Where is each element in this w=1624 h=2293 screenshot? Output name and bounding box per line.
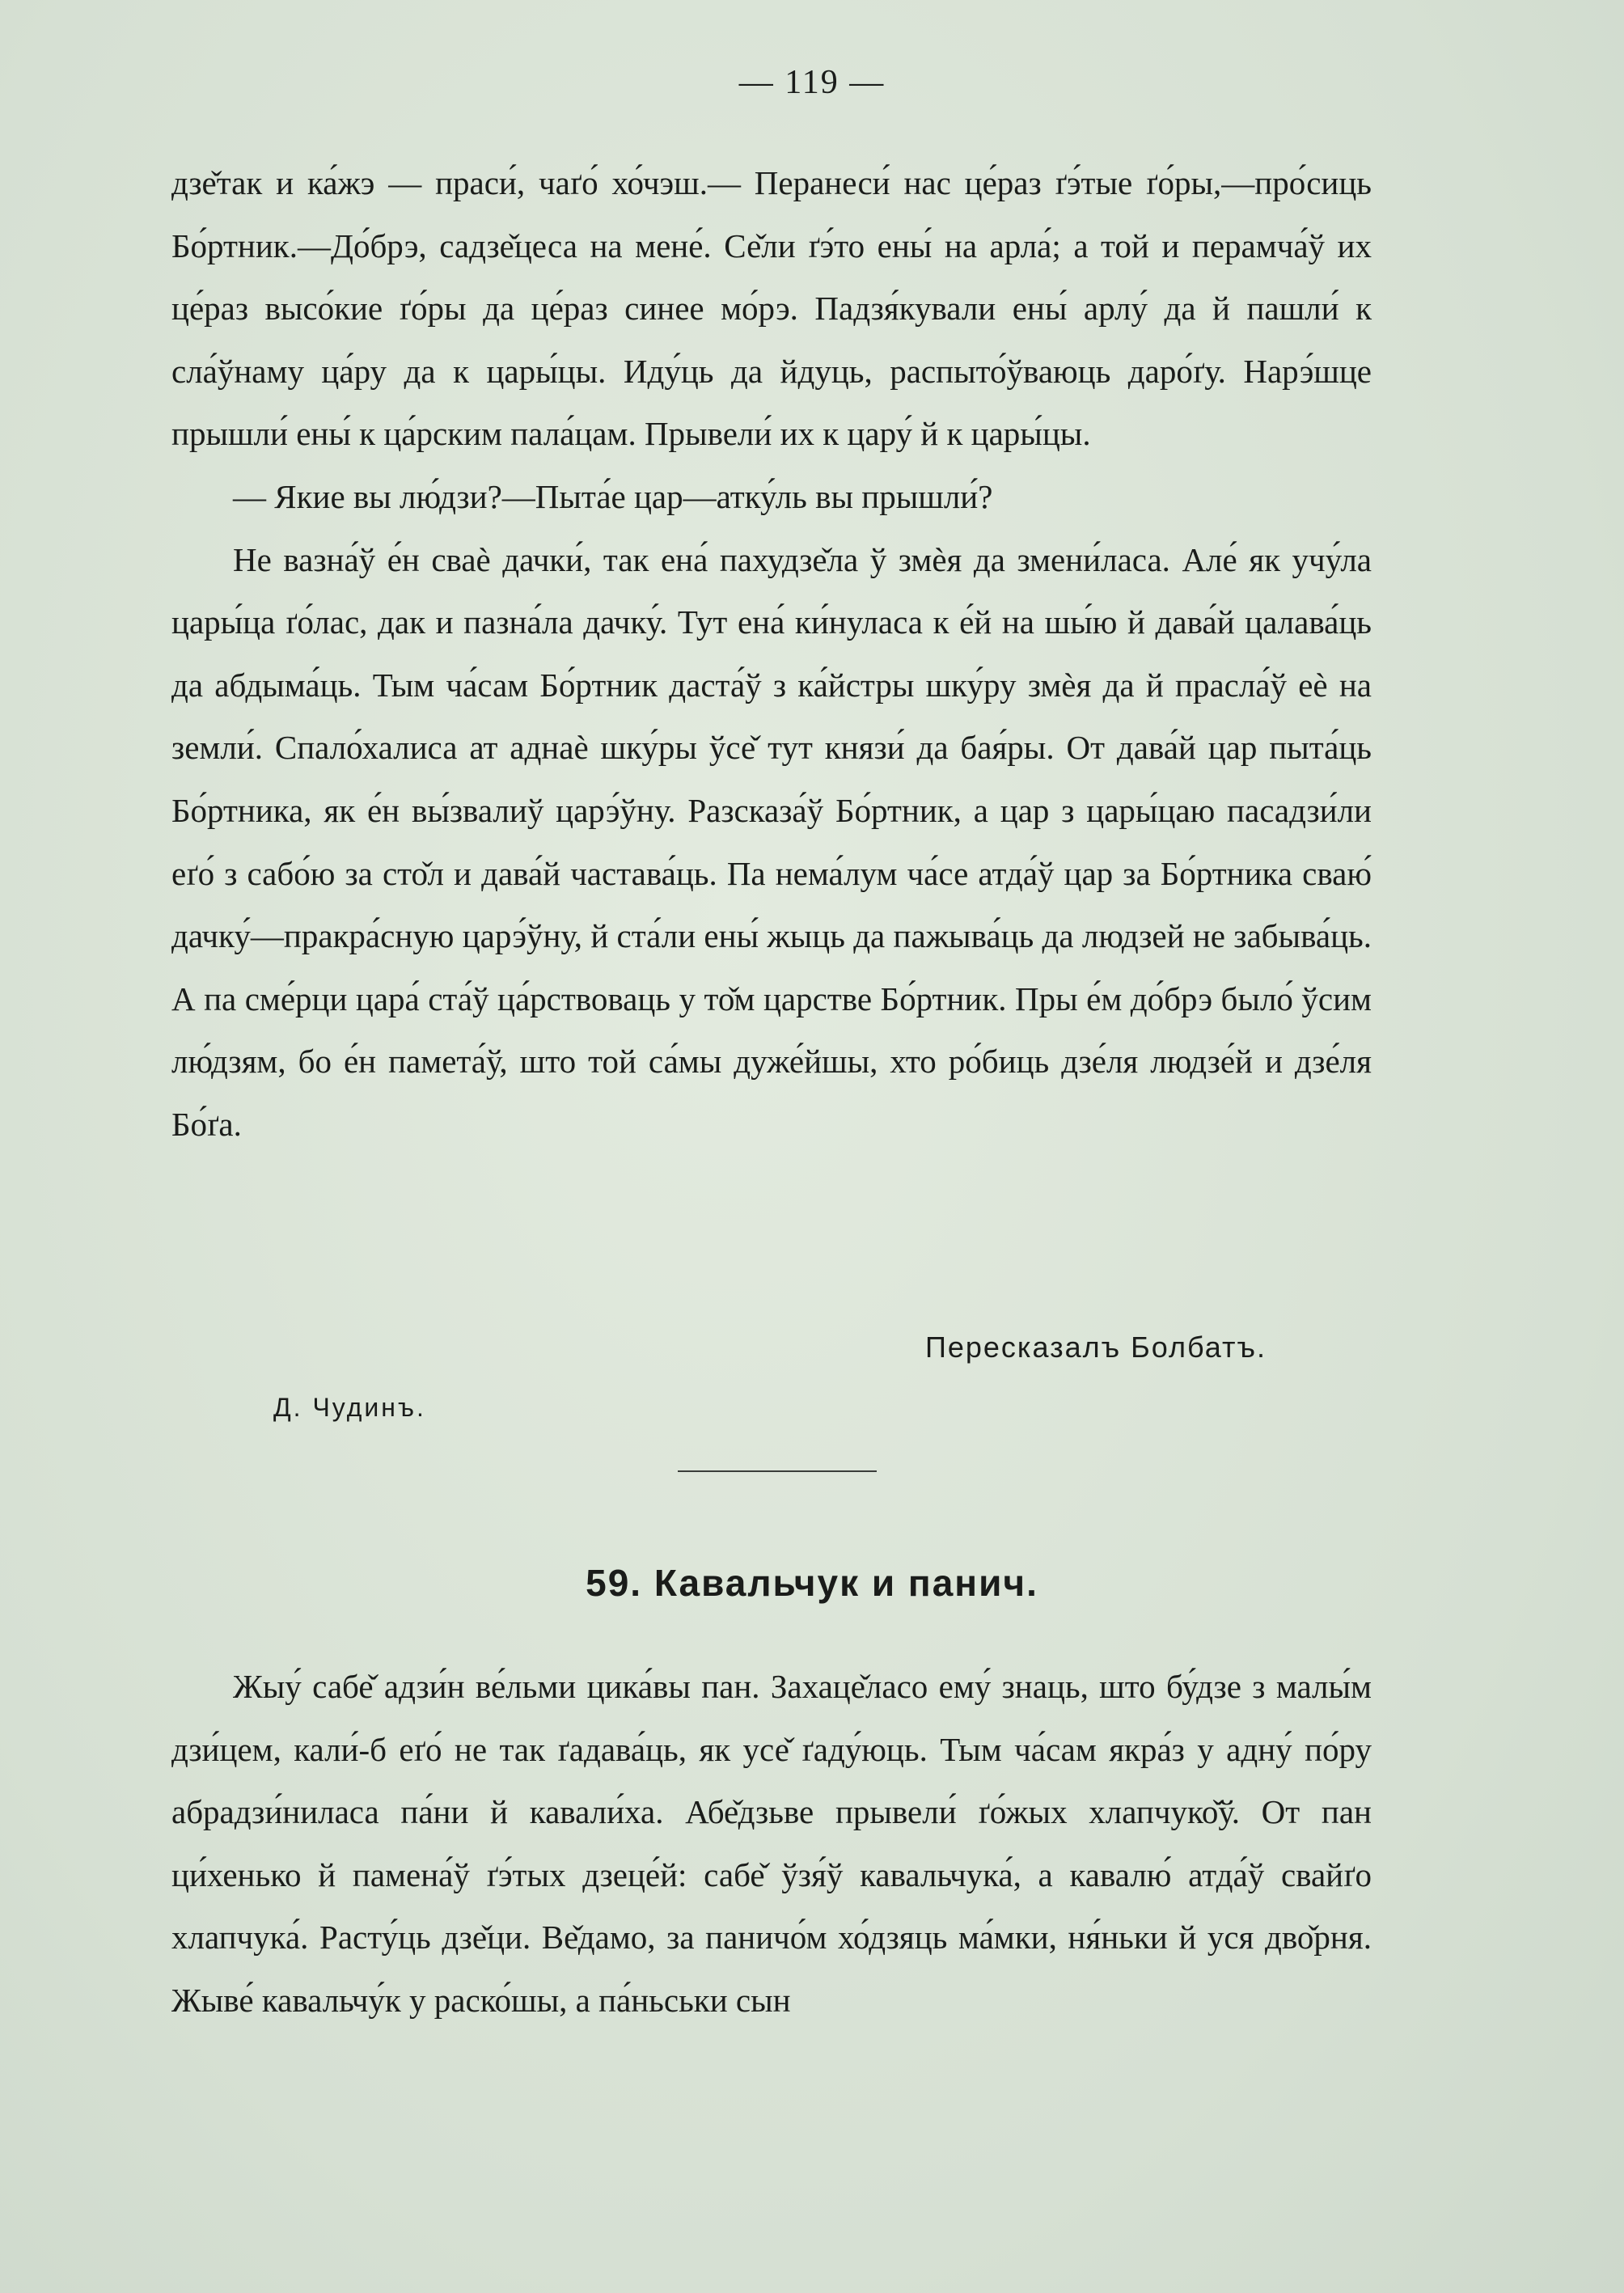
next-story-text xyxy=(171,1656,1372,2033)
story-title: 59. Кавальчук и панич. xyxy=(586,1562,1038,1604)
page-number: — 119 — xyxy=(738,64,886,101)
section-divider xyxy=(678,1470,877,1472)
paragraph-1: дзе̌так и ка́жэ — праси́, чаґо́ хо́чэш.— Перанеси́ нас це́раз ґэ́тые ґо́ры,—про́сиць Бо́ртник.—До́брэ, садзе̌цеса на мене́. Се̌ли ґэ́то ены́ на арла́; а той и перамча́ў их це́раз высо́кие ґо́ры да це́раз синее мо́рэ. Падзя́кували ены́ арлу́ да й пашли́ к сла́ўнаму ца́ру да к цары́цы. Иду́ць да йдуць, распыто́ўваюць даро́ґу. Нарэ́шце прышли́ ены́ к ца́рским пала́цам. Прывели́ их к цару́ й к цары́цы. xyxy=(171,164,1372,453)
story-ending-text xyxy=(171,152,1372,1157)
paragraph-2-dialogue: — Якие вы лю́дзи?—Пыта́е цар—атку́ль вы прышли́? xyxy=(233,477,993,515)
retold-by-credit: Пересказалъ Болбатъ. xyxy=(924,1331,1267,1364)
paragraph-3: Не вазна́ў е́н сваѐ дачки́, так ена́ пахудзе̌ла ў змѐя да змени́ласа. Але́ як учу́ла цары́ца ґо́лас, дак и пазна́ла дачку́. Тут ена́ ки́нуласа к е́й на шы́ю й дава́й цалава́ць да абдыма́ць. Тым ча́сам Бо́ртник даста́ў з ка́йстры шку́ру змѐя да й прасла́ў еѐ на земли́. Спало́халиса ат аднаѐ шку́ры ўсе̌ тут князи́ да бая́ры. От дава́й цар пыта́ць Бо́ртника, як е́н вы́звалиў царэ́ўну. Разсказа́ў Бо́ртник, а цар з цары́цаю пасадзи́ли еґо́ з сабо́ю за сто̌л и дава́й частава́ць. Па нема́лум ча́се атда́ў цар за Бо́ртника сваю́ дачку́—пракра́сную царэ́ўну, й ста́ли ены́ жыць да пажыва́ць да людзей не забыва́ць. А па сме́рци цара́ ста́ў ца́рствоваць у то̌м царстве Бо́ртник. Пры е́м до́брэ было́ ўсим лю́дзям, бо е́н памета́ў, што той са́мы дуже́йшы, хто ро́биць дзе́ля людзе́й и дзе́ля Бо́ґа. xyxy=(171,540,1372,1143)
author-signature: Д. Чудинъ. xyxy=(273,1393,426,1422)
paragraph-4: Жыу́ сабе̌ адзи́н ве́льми цика́вы пан. Захаце̌ласо ему́ знаць, што бу́дзе з малы́м дзи́цем, кали́-б еґо́ не так ґадава́ць, як усе̌ ґаду́юць. Тым ча́сам якра́з у адну́ по́ру абрадзи́ниласа па́ни й кавали́ха. Абе̌дзьве прывели́ ґо́жых хлапчуко̌ў. От пан ци́хенько й памена́ў ґэ́тых дзеце́й: сабе̌ ўзя́ў кавальчука́, а кавалю́ атда́ў свайґо хлапчука́. Расту́ць дзе̌ци. Ве̌дамо, за паничо́м хо́дзяць ма́мки, ня́ньки й уся дво̌рня. Жыве́ кавальчу́к у раско́шы, а па́ньськи сын xyxy=(171,1668,1372,2019)
